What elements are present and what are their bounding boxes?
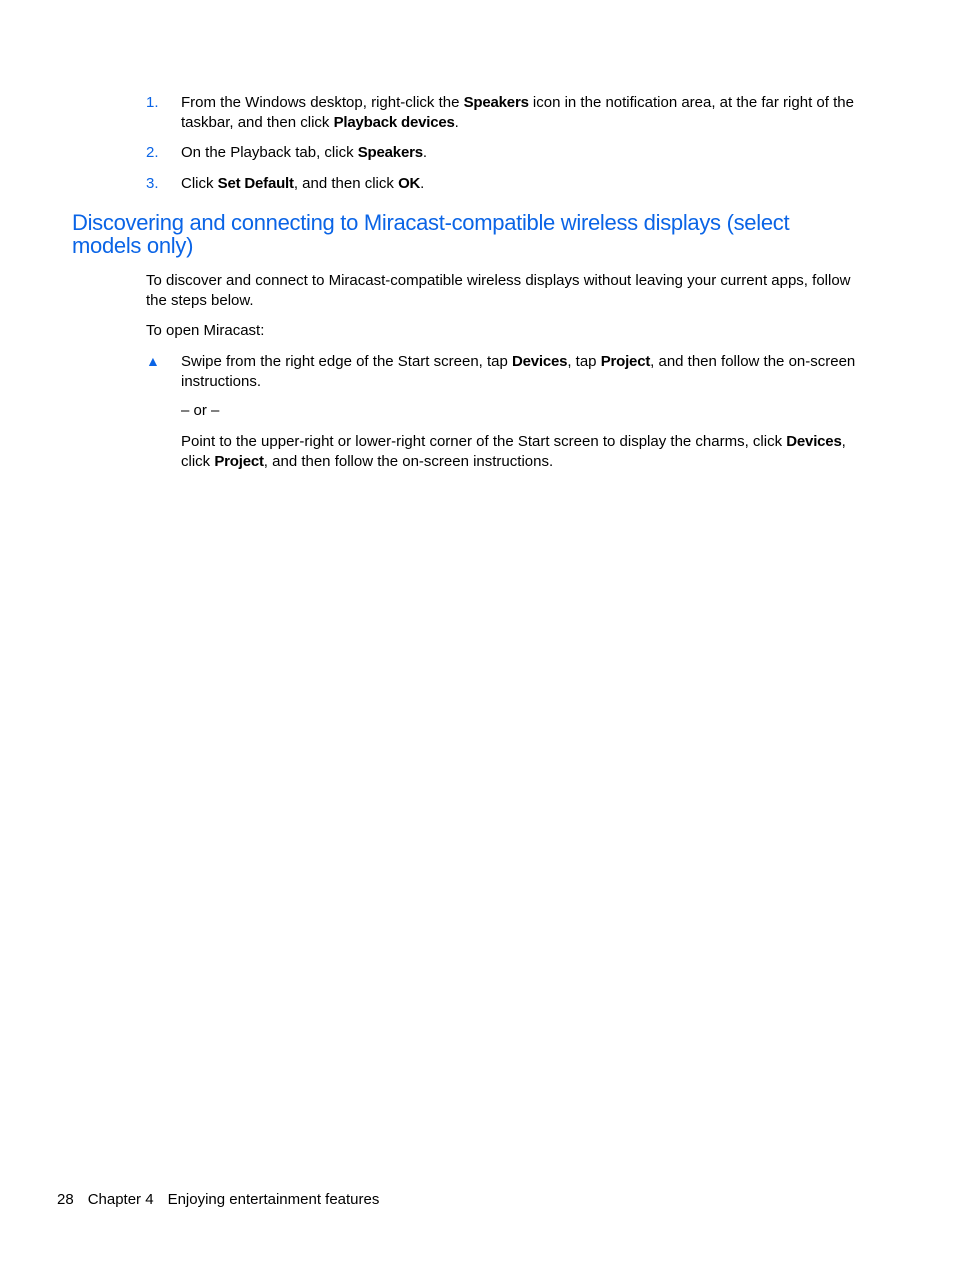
step-text: On the Playback tab, click Speakers. [181, 144, 428, 161]
section-intro: To discover and connect to Miracast-compatible wireless displays without leaving your current apps, follow the steps below. [146, 272, 851, 309]
ui-term-playback-devices: Playback devices [333, 113, 455, 131]
or-separator: – or – [181, 402, 220, 419]
step-number: 1. [146, 94, 159, 111]
step-text: From the Windows desktop, right-click the Speakers icon in the notification area, at the far right of the taskbar, and then click Playback devices. [181, 94, 854, 131]
ui-term-speakers: Speakers [357, 144, 423, 161]
ui-term-devices: Devices [512, 353, 568, 370]
step-number: 2. [146, 144, 159, 161]
steps-list [146, 93, 858, 204]
ui-term-set-default: Set Default [217, 174, 294, 192]
triangle-bullet-icon: ▲ [146, 353, 160, 369]
step-item [146, 143, 858, 163]
page-number: 28 [57, 1191, 74, 1208]
bullet-text: Swipe from the right edge of the Start screen, tap Devices, tap Project, and then follow the on-screen instructions. [181, 353, 856, 390]
ui-term-ok: OK [398, 174, 421, 192]
chapter-label: Chapter 4 [87, 1191, 154, 1208]
ui-term-devices: Devices [786, 433, 842, 450]
ui-term-project: Project [600, 353, 651, 370]
page-footer [57, 1190, 393, 1210]
step-item [146, 174, 858, 194]
ui-term-speakers: Speakers [463, 94, 529, 111]
section-heading: Discovering and connecting to Miracast-compatible wireless displays (select models only) [72, 210, 790, 258]
bullet-item [146, 352, 858, 391]
step-text: Click Set Default, and then click OK. [181, 174, 425, 192]
step-number: 3. [146, 174, 159, 192]
step-item [146, 93, 858, 132]
open-miracast-label: To open Miracast: [146, 322, 265, 339]
ui-term-project: Project [214, 452, 264, 470]
chapter-title: Enjoying entertainment features [167, 1191, 380, 1208]
alternative-text: Point to the upper-right or lower-right corner of the Start screen to display the charms, click Devices, click Project, and then follow the on-screen instructions. [181, 433, 846, 470]
